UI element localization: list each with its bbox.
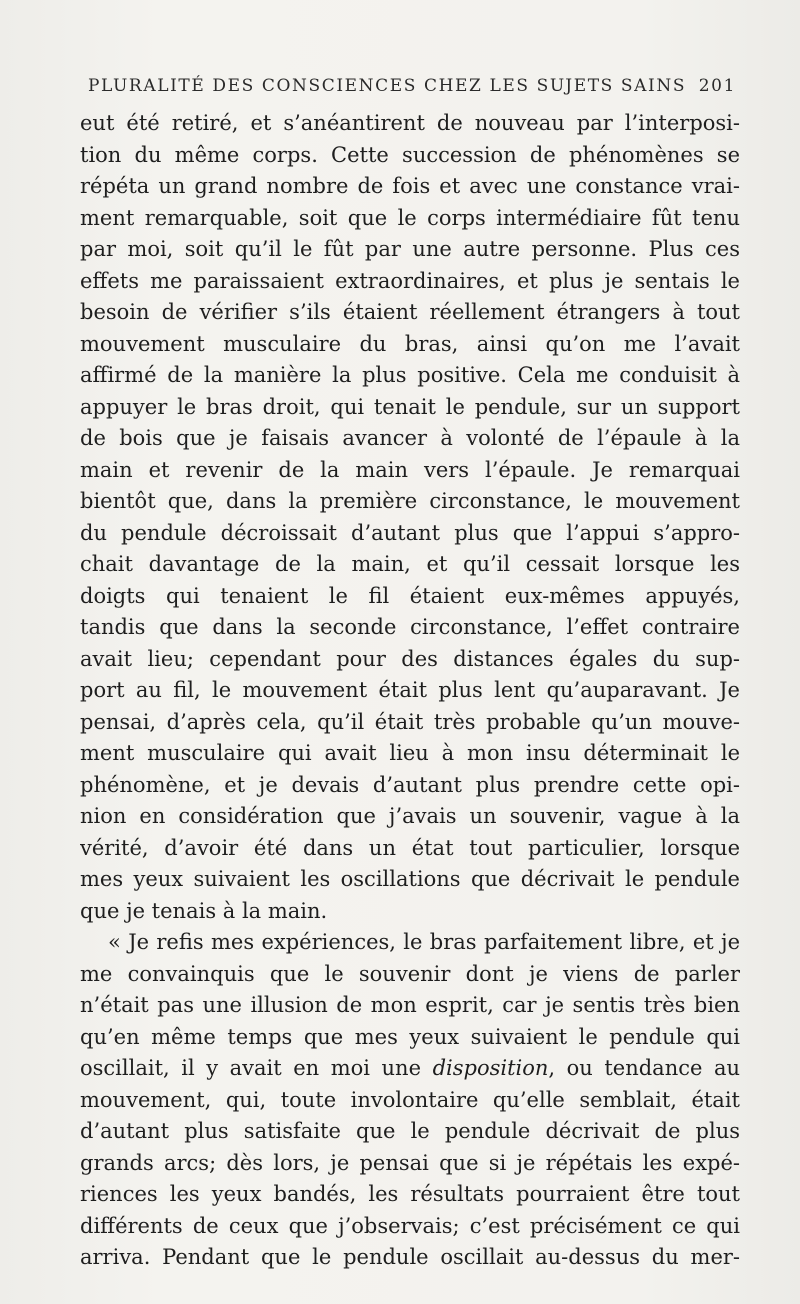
- text-line: riences les yeux bandés, les résultats pourraient être tout: [80, 1182, 740, 1206]
- text-line: que je tenais à la main.: [80, 898, 328, 923]
- text-line: avait lieu; cependant pour des distances égales du sup-: [80, 646, 740, 671]
- running-title: PLURALITÉ DES CONSCIENCES CHEZ LES SUJETS SAINS: [88, 76, 687, 96]
- text-segment: oscillait, il y avait en moi une: [80, 1056, 422, 1080]
- text-line: de bois que je faisais avancer à volonté de l’épaule à la: [80, 426, 740, 450]
- text-line-with-italic: [80, 1053, 740, 1085]
- text-line: doigts qui tenaient le fil étaient eux-mêmes appuyés,: [80, 583, 740, 608]
- text-segment: , ou tendance au: [548, 1056, 740, 1080]
- text-line: main et revenir de la main vers l’épaule. Je remarquai: [80, 457, 740, 482]
- page-number: 201: [698, 76, 736, 96]
- text-line: appuyer le bras droit, qui tenait le pendule, sur un support: [80, 394, 740, 419]
- text-line: d’autant plus satisfaite que le pendule décrivait de plus: [80, 1119, 740, 1143]
- body-text: [80, 108, 740, 1274]
- text-line: différents de ceux que j’observais; c’est précisément ce qui: [80, 1213, 740, 1238]
- text-line: port au fil, le mouvement était plus lent qu’auparavant. Je: [80, 678, 740, 702]
- text-line: « Je refis mes expériences, le bras parfaitement libre, et je: [108, 930, 740, 954]
- text-line: grands arcs; dès lors, je pensai que si je répétais les expé-: [80, 1150, 740, 1175]
- text-line: bientôt que, dans la première circonstance, le mouvement: [80, 489, 740, 513]
- italic-term: disposition: [432, 1056, 549, 1080]
- text-line: ment musculaire qui avait lieu à mon insu déterminait le: [80, 741, 740, 765]
- text-line: vérité, d’avoir été dans un état tout particulier, lorsque: [80, 835, 740, 860]
- text-line: répéta un grand nombre de fois et avec une constance vrai-: [80, 174, 740, 198]
- text-line: chait davantage de la main, et qu’il cessait lorsque les: [80, 552, 740, 576]
- text-line: phénomène, et je devais d’autant plus prendre cette opi-: [80, 772, 740, 797]
- text-line: par moi, soit qu’il le fût par une autre personne. Plus ces: [80, 237, 740, 261]
- text-line: du pendule décroissait d’autant plus que l’appui s’appro-: [80, 520, 740, 545]
- text-line: mes yeux suivaient les oscillations que décrivait le pendule: [80, 867, 740, 891]
- text-line: affirmé de la manière la plus positive. Cela me conduisit à: [80, 363, 740, 387]
- text-line: tandis que dans la seconde circonstance, l’effet contraire: [80, 615, 740, 639]
- running-header: [88, 76, 736, 96]
- text-line: mouvement, qui, toute involontaire qu’elle semblait, était: [80, 1087, 740, 1112]
- text-line: qu’en même temps que mes yeux suivaient le pendule qui: [80, 1024, 740, 1049]
- text-line: tion du même corps. Cette succession de phénomènes se: [80, 142, 740, 167]
- text-line: arriva. Pendant que le pendule oscillait au-dessus du mer-: [80, 1245, 740, 1269]
- text-line: me convainquis que le souvenir dont je viens de parler: [80, 961, 740, 986]
- text-line: mouvement musculaire du bras, ainsi qu’on me l’avait: [80, 331, 740, 356]
- text-line: pensai, d’après cela, qu’il était très probable qu’un mouve-: [80, 709, 740, 734]
- text-line: nion en considération que j’avais un souvenir, vague à la: [80, 804, 740, 828]
- text-line: effets me paraissaient extraordinaires, et plus je sentais le: [80, 268, 740, 293]
- text-line: besoin de vérifier s’ils étaient réellement étrangers à tout: [80, 300, 740, 324]
- text-line: eut été retiré, et s’anéantirent de nouveau par l’interposi-: [80, 111, 740, 135]
- text-line: ment remarquable, soit que le corps intermédiaire fût tenu: [80, 205, 740, 230]
- text-line: n’était pas une illusion de mon esprit, car je sentis très bien: [80, 993, 740, 1017]
